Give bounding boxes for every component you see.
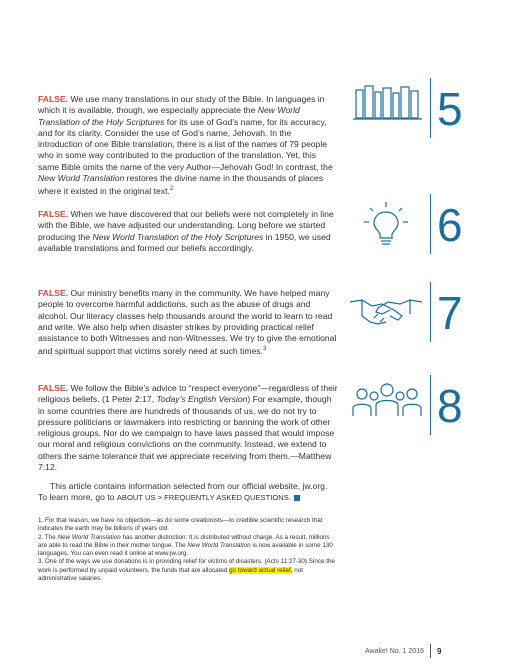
publication-name: Awake! No. 1 2016	[364, 648, 424, 655]
people-group-icon	[350, 380, 424, 420]
section-divider	[430, 194, 431, 254]
section-8-text	[38, 383, 338, 473]
website-path: ABOUT US > FREQUENTLY ASKED QUESTIONS.	[116, 493, 291, 503]
italic-title: New World Translation	[38, 173, 125, 184]
body-text: We follow the Bible’s advice to “respect everyone”—regardless of their religious beliefs. (1 Peter 2:17,	[38, 383, 338, 405]
books-icon	[352, 84, 424, 122]
body-text: We use many translations in our study of the Bible. In languages in which it is available, though, we especially appreciate the	[38, 94, 325, 116]
body-text: ) For example, though in some countries there are hundreds of thousands of us, we do not try to pressure politicians or lawmakers into restricting or banning the work of other religious groups. Nor do we campaign to have laws passed that would impose our moral and religious convictions on the community. Instead, we extend to others the same tolerance that we appreciate receiving from them.—Matthew 7:12.	[38, 394, 335, 473]
body-text: in 1950, we used available translations and formed our beliefs accordingly.	[38, 231, 331, 253]
section-6-text	[38, 209, 338, 254]
closing-paragraph	[38, 481, 338, 504]
false-label: FALSE.	[38, 209, 69, 219]
italic-title: Today’s English Version	[156, 394, 248, 405]
section-7-text	[38, 288, 338, 358]
italic-title: New World Translation of the Holy Scriptures	[92, 231, 264, 242]
section-number: 8	[437, 380, 463, 432]
section-5-text	[38, 94, 338, 198]
body-text: for its use of God’s name, for its accuracy, and for its clarity. Consider the use of God’s name, Jehovah. In the introduction of one Bible translation, there is a list of the names of 79 people who in some way contributed to the production of the translation. Yet, this same Bible omits the name of the very Author—Jehovah God! In contrast, the	[38, 116, 333, 172]
italic-title: New World Translation of the Holy Scriptures	[38, 105, 300, 127]
end-square-icon	[294, 495, 300, 501]
lightbulb-icon	[358, 200, 414, 248]
section-number: 5	[437, 83, 463, 135]
false-label: FALSE.	[38, 94, 69, 104]
body-text: restores the divine name in the thousands of places where it existed in the original text.	[38, 173, 324, 197]
handshake-icon	[348, 292, 424, 328]
footnote-ref: 3	[262, 346, 267, 353]
section-number: 6	[437, 199, 463, 251]
footnotes	[38, 517, 338, 583]
section-divider	[430, 375, 431, 435]
footnote-2: 2. The New World Translation has another distinction: It is distributed without charge. As a result, millions are able to read the Bible in their mother tongue. The New World Translation is now available in some 130 languages. You can even read it online at www.jw.org.	[38, 533, 333, 558]
footnote-1: 1. For that reason, we have no objection—as do some creationists—to credible scientific research that indicates the earth may be billions of years old.	[38, 517, 323, 533]
section-divider	[430, 78, 431, 138]
false-label: FALSE.	[38, 288, 69, 298]
footnote-ref: 2	[169, 186, 174, 193]
body-text: Our ministry benefits many in the community. We have helped many people to overcome harmful addictions, such as the abuse of drugs and alcohol. Our literacy classes help thousands around the world to learn to read and write. We also help when disaster strikes by providing practical relief assistance to both Witnesses and non-Witnesses. We try to give the emotional and spiritual support that victims sorely need at such times.	[38, 288, 337, 357]
closing-text: This article contains information selected from our official website, jw.org. To learn more, go to	[38, 481, 328, 503]
footnote-3: 3. One of the ways we use donations is in providing relief for victims of disasters. (Acts 11:27-30) Since the work is performed by unpaid volunteers, the funds that are allocated go toward actual relief, not administrative salaries.	[38, 558, 336, 583]
page-number: 9	[437, 647, 442, 656]
footer-divider	[430, 644, 431, 658]
section-divider	[430, 282, 431, 342]
body-text: When we have discovered that our beliefs were not completely in line with the Bible, we have adjusted our understanding. Long before we started producing the	[38, 209, 334, 242]
false-label: FALSE.	[38, 383, 69, 393]
highlighted-text: go toward actual relief,	[229, 566, 293, 574]
section-number: 7	[437, 287, 463, 339]
